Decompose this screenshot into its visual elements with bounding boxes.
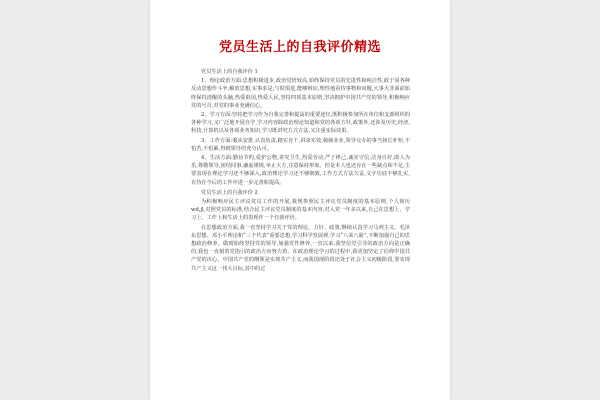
paragraph-intro: 为积极响应民主评议党员工作的开展,我规参照民主评议党员制度的基本原则,个人简历 wd,jl,对照党员的标准,结合民主评议党员制度的基本内容,对入党一年多以来,自己在思想上、学习上、工作上和生活上的表现作一个自我评价。 (191, 199, 410, 222)
document-page (150, 0, 450, 400)
paragraph-work: 3、工作方面:服从安排,认真负责,踏实肯干,讲求实效,兢兢业业,领导交办的事当扬长补短,不怕苦,不怕累,得到领导的充分认可。 (191, 137, 410, 152)
paragraph-life: 4、生活方面:勤俭节约,爱护公物,讲究卫生,热爱劳动,严于律己,诚实守信,洁身自好,助人为乐,尊敬领导,团结同事,谦虚谨慎,举止大方,注意保持形象。但是本人也还存在一些缺点和不足,主要表现在理论学习还不够深入,政治理论学习还不够细致,工作方式方法欠妥,文字功底不够扎实,有待在今后的工作中进一步完善和提高。 (191, 155, 410, 186)
paragraph-study: 2、学习方面:坚持把学习作为自我完善和提高的重要途径,既积极参加所在单位和支部组织的各种学习,又广泛地开展自学,学习内容除政治理论知道和党的各项方针,政策外,还涉及历史,经济,科技,计算机以及各项业务知识,学习既讲究方式方法,又注重实际效果。 (191, 112, 411, 135)
document-title: 党员生活上的自我评价精选 (218, 40, 381, 55)
section-heading-1: 党员生活上的自我评价 1 (201, 69, 258, 75)
section-heading-2: 党员生活上的自我评价 2 (201, 189, 258, 196)
document-body (191, 66, 410, 273)
paragraph-political: 1、理论政治方面:思想积极进步,政治觉悟较高,始终保持党员的先进性和纯洁性,敢于同各种反动思想作斗争,解放思想,实事求是,与时俱进,能够辩证,理性地看待事物和问题,大事大非面前始终保持清醒的头脑,热爱祖国,热爱人民,坚持四项基本原则,坚决拥护中国共产党的领导,积极响应党的号召,对党的事业充满信心。 (191, 78, 410, 109)
paragraph-thought: 在思想政治方面,我一直坚持学习关于党的理论、方针、政策,继续认真学习马列主义、毛泽东思想、邓小平理论和“三个代表”重要思想,学习科学发展观,学习“八荣八耻”,不断加强自己的思想政治修养。做到始终坚持党的领导,加强党性修养,一直以来,我坚信党引导的政治方向是正确的,我也一直刻着党指引的政治方向努力着、在政治理论学习的过程中,我更加坚定了信仰中国共产党的决心。中国共产党的纲领是实现共产主义,而我国现阶段还处于社会主义初级阶段,要实现共产主义这一伟大目标,其中的过 (191, 224, 410, 272)
